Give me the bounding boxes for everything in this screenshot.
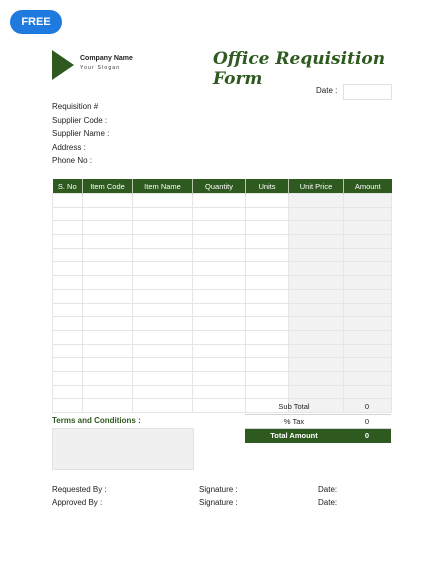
table-cell[interactable] xyxy=(246,194,289,208)
table-cell[interactable] xyxy=(289,235,344,249)
table-cell[interactable] xyxy=(83,276,133,290)
table-cell[interactable] xyxy=(246,248,289,262)
table-cell[interactable] xyxy=(289,262,344,276)
table-cell[interactable] xyxy=(133,221,193,235)
table-cell[interactable] xyxy=(289,317,344,331)
table-cell[interactable] xyxy=(344,194,392,208)
table-cell[interactable] xyxy=(193,194,246,208)
table-cell[interactable] xyxy=(246,330,289,344)
tax-value: 0 xyxy=(364,416,370,426)
table-row xyxy=(53,194,392,208)
info-requisition-number: Requisition # xyxy=(52,102,99,111)
header-amount: Amount xyxy=(344,179,392,194)
table-cell[interactable] xyxy=(193,276,246,290)
table-cell[interactable] xyxy=(133,289,193,303)
table-cell[interactable] xyxy=(83,330,133,344)
form-title: Office Requisition Form xyxy=(213,49,386,89)
table-cell[interactable] xyxy=(344,276,392,290)
table-cell[interactable] xyxy=(193,235,246,249)
table-cell[interactable] xyxy=(53,385,83,399)
table-cell[interactable] xyxy=(344,330,392,344)
table-cell[interactable] xyxy=(133,276,193,290)
table-cell[interactable] xyxy=(83,235,133,249)
table-cell[interactable] xyxy=(53,399,83,413)
table-cell[interactable] xyxy=(83,385,133,399)
table-row xyxy=(53,330,392,344)
table-cell[interactable] xyxy=(246,276,289,290)
header-quantity: Quantity xyxy=(193,179,246,194)
table-cell[interactable] xyxy=(344,371,392,385)
table-cell[interactable] xyxy=(133,358,193,372)
table-cell[interactable] xyxy=(289,371,344,385)
table-cell[interactable] xyxy=(83,358,133,372)
tax-label: % Tax xyxy=(283,416,305,426)
table-cell[interactable] xyxy=(193,358,246,372)
table-cell[interactable] xyxy=(344,262,392,276)
table-cell[interactable] xyxy=(344,289,392,303)
table-cell[interactable] xyxy=(53,235,83,249)
table-cell[interactable] xyxy=(133,194,193,208)
table-cell[interactable] xyxy=(246,221,289,235)
info-phone: Phone No : xyxy=(52,156,93,165)
table-cell[interactable] xyxy=(193,262,246,276)
table-cell[interactable] xyxy=(246,303,289,317)
table-cell[interactable] xyxy=(193,221,246,235)
table-cell[interactable] xyxy=(246,344,289,358)
table-cell[interactable] xyxy=(289,358,344,372)
date-label-requested: Date: xyxy=(318,485,338,494)
table-cell[interactable] xyxy=(289,344,344,358)
table-cell[interactable] xyxy=(289,194,344,208)
table-cell[interactable] xyxy=(289,207,344,221)
table-cell[interactable] xyxy=(83,207,133,221)
table-row xyxy=(53,289,392,303)
free-badge[interactable]: FREE xyxy=(10,10,62,34)
company-name: Company Name xyxy=(80,55,133,62)
date-label: Date : xyxy=(316,86,338,95)
table-row xyxy=(53,235,392,249)
table-cell[interactable] xyxy=(53,262,83,276)
table-row xyxy=(53,371,392,385)
table-cell[interactable] xyxy=(83,248,133,262)
table-cell[interactable] xyxy=(246,235,289,249)
table-cell[interactable] xyxy=(83,399,133,413)
date-label-approved: Date: xyxy=(318,498,338,507)
table-cell[interactable] xyxy=(246,358,289,372)
table-cell[interactable] xyxy=(246,317,289,331)
table-cell[interactable] xyxy=(53,194,83,208)
summary-block xyxy=(245,400,391,443)
info-fields xyxy=(52,100,109,168)
table-cell[interactable] xyxy=(289,330,344,344)
table-cell[interactable] xyxy=(53,330,83,344)
table-cell[interactable] xyxy=(193,330,246,344)
subtotal-row xyxy=(245,400,391,415)
table-cell[interactable] xyxy=(53,207,83,221)
table-cell[interactable] xyxy=(83,344,133,358)
table-cell[interactable] xyxy=(133,399,193,413)
table-cell[interactable] xyxy=(133,371,193,385)
items-table xyxy=(52,179,392,413)
signature-label-approved: Signature : xyxy=(199,498,238,507)
table-cell[interactable] xyxy=(289,248,344,262)
table-cell[interactable] xyxy=(344,317,392,331)
table-header-row xyxy=(53,179,392,194)
table-cell[interactable] xyxy=(344,207,392,221)
table-cell[interactable] xyxy=(133,330,193,344)
header-sno: S. No xyxy=(53,179,83,194)
signature-label-requested: Signature : xyxy=(199,485,238,494)
table-cell[interactable] xyxy=(133,235,193,249)
requested-by-label: Requested By : xyxy=(52,485,107,494)
table-cell[interactable] xyxy=(246,262,289,276)
total-row xyxy=(245,429,391,443)
table-cell[interactable] xyxy=(193,289,246,303)
table-row xyxy=(53,207,392,221)
table-cell[interactable] xyxy=(53,248,83,262)
info-supplier-name: Supplier Name : xyxy=(52,129,110,138)
table-row xyxy=(53,303,392,317)
approved-by-label: Approved By : xyxy=(52,498,103,507)
table-cell[interactable] xyxy=(289,385,344,399)
table-cell[interactable] xyxy=(133,317,193,331)
table-cell[interactable] xyxy=(344,344,392,358)
table-cell[interactable] xyxy=(344,221,392,235)
table-cell[interactable] xyxy=(133,344,193,358)
date-field[interactable] xyxy=(343,84,392,100)
terms-box[interactable] xyxy=(52,428,194,470)
table-cell[interactable] xyxy=(133,385,193,399)
table-cell[interactable] xyxy=(53,317,83,331)
table-cell[interactable] xyxy=(193,399,246,413)
table-cell[interactable] xyxy=(344,385,392,399)
table-cell[interactable] xyxy=(193,207,246,221)
total-value: 0 xyxy=(364,431,370,440)
table-cell[interactable] xyxy=(83,262,133,276)
table-cell[interactable] xyxy=(193,317,246,331)
table-cell[interactable] xyxy=(344,248,392,262)
company-logo-icon xyxy=(52,50,74,80)
table-cell[interactable] xyxy=(193,385,246,399)
table-cell[interactable] xyxy=(193,344,246,358)
table-cell[interactable] xyxy=(53,289,83,303)
table-cell[interactable] xyxy=(289,221,344,235)
table-cell[interactable] xyxy=(53,221,83,235)
info-supplier-code: Supplier Code : xyxy=(52,115,108,125)
table-cell[interactable] xyxy=(193,248,246,262)
table-cell[interactable] xyxy=(289,276,344,290)
table-cell[interactable] xyxy=(53,371,83,385)
tax-row xyxy=(245,415,391,430)
table-cell[interactable] xyxy=(83,303,133,317)
table-row xyxy=(53,221,392,235)
table-cell[interactable] xyxy=(344,303,392,317)
info-address: Address : xyxy=(52,142,86,152)
subtotal-value: 0 xyxy=(364,402,370,411)
table-cell[interactable] xyxy=(83,289,133,303)
table-row xyxy=(53,262,392,276)
table-cell[interactable] xyxy=(53,344,83,358)
table-row xyxy=(53,317,392,331)
table-cell[interactable] xyxy=(53,358,83,372)
header-units: Units xyxy=(246,179,289,194)
company-slogan: Your Slogan xyxy=(80,65,121,71)
table-cell[interactable] xyxy=(193,371,246,385)
table-cell[interactable] xyxy=(133,207,193,221)
table-cell[interactable] xyxy=(83,371,133,385)
terms-title: Terms and Conditions : xyxy=(52,416,141,425)
table-row xyxy=(53,276,392,290)
header-unit-price: Unit Price xyxy=(289,179,344,194)
header-item-code: Item Code xyxy=(83,179,133,194)
total-label: Total Amount xyxy=(270,431,318,440)
table-row xyxy=(53,248,392,262)
table-cell[interactable] xyxy=(289,303,344,317)
table-row xyxy=(53,358,392,372)
table-row xyxy=(53,344,392,358)
subtotal-label: Sub Total xyxy=(278,402,310,411)
table-cell[interactable] xyxy=(344,235,392,249)
table-row xyxy=(53,385,392,399)
table-cell[interactable] xyxy=(133,303,193,317)
table-cell[interactable] xyxy=(133,248,193,262)
table-cell[interactable] xyxy=(289,289,344,303)
table-cell[interactable] xyxy=(246,289,289,303)
table-cell[interactable] xyxy=(246,371,289,385)
header-item-name: Item Name xyxy=(133,179,193,194)
table-cell[interactable] xyxy=(246,207,289,221)
table-cell[interactable] xyxy=(193,303,246,317)
table-cell[interactable] xyxy=(246,385,289,399)
table-cell[interactable] xyxy=(53,303,83,317)
table-cell[interactable] xyxy=(344,358,392,372)
table-cell[interactable] xyxy=(133,262,193,276)
table-cell[interactable] xyxy=(53,276,83,290)
table-cell[interactable] xyxy=(83,317,133,331)
table-cell[interactable] xyxy=(83,221,133,235)
table-cell[interactable] xyxy=(83,194,133,208)
